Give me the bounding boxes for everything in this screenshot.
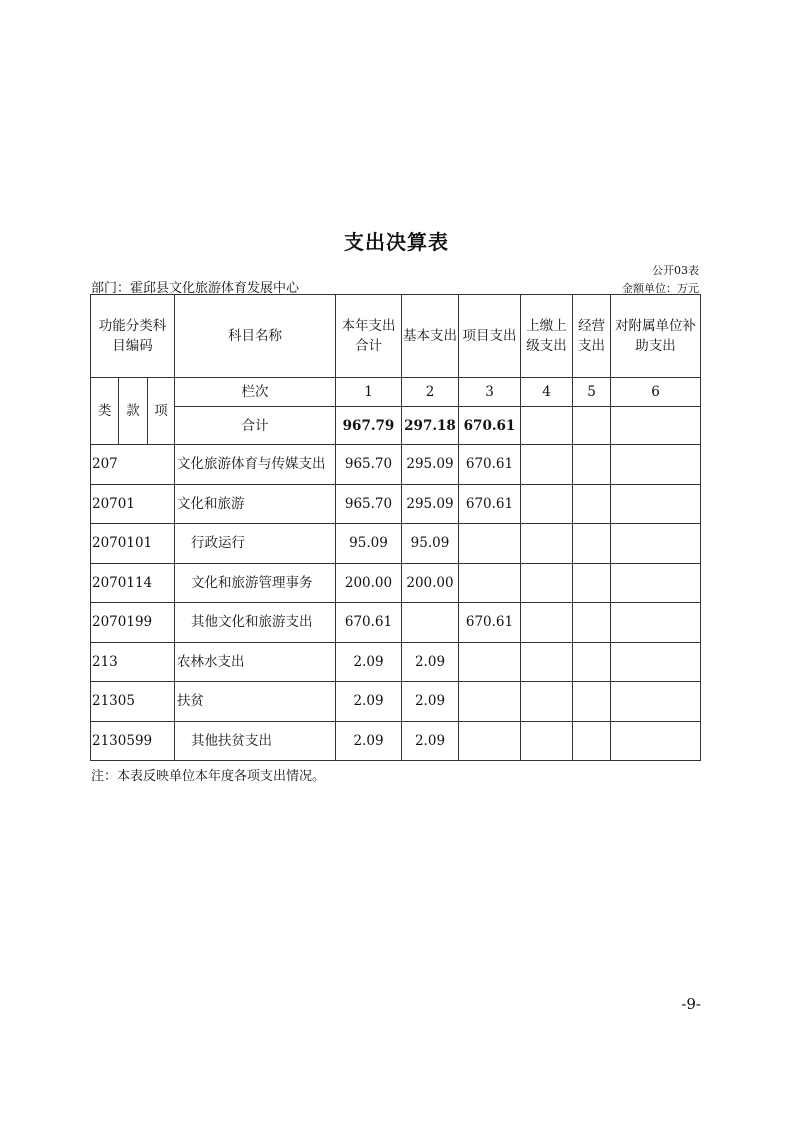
- row-c6: [611, 484, 701, 524]
- department-label: 部门：霍邱县文化旅游体育发展中心: [91, 281, 300, 296]
- row-c6: [611, 524, 701, 564]
- row-c2: 2.09: [402, 682, 459, 722]
- row-name: 其他文化和旅游支出: [175, 603, 336, 643]
- row-c1: 2.09: [336, 721, 402, 761]
- row-code: 207: [91, 445, 175, 485]
- total-c6: [611, 407, 701, 445]
- header-col4: 上缴上级支出: [521, 295, 573, 378]
- total-c5: [573, 407, 611, 445]
- row-c2: 200.00: [402, 563, 459, 603]
- row-c4: [521, 524, 573, 564]
- table-note: 注：本表反映单位本年度各项支出情况。: [91, 769, 326, 784]
- row-c5: [573, 603, 611, 643]
- row-name: 行政运行: [175, 524, 336, 564]
- row-c2: 2.09: [402, 721, 459, 761]
- row-name: 文化和旅游管理事务: [175, 563, 336, 603]
- row-c3: [459, 563, 521, 603]
- row-c4: [521, 445, 573, 485]
- row-c2: 2.09: [402, 642, 459, 682]
- row-c6: [611, 682, 701, 722]
- row-c4: [521, 642, 573, 682]
- row-c6: [611, 642, 701, 682]
- row-name: 扶贫: [175, 682, 336, 722]
- page-title: 支出决算表: [344, 230, 449, 254]
- row-c4: [521, 682, 573, 722]
- row-code: 2070101: [91, 524, 175, 564]
- row-c4: [521, 721, 573, 761]
- row-c6: [611, 603, 701, 643]
- row-code: 2130599: [91, 721, 175, 761]
- total-c2: 297.18: [402, 407, 459, 445]
- row-c3: [459, 524, 521, 564]
- row-code: 20701: [91, 484, 175, 524]
- header-lei: 类: [91, 378, 119, 445]
- column-number-row: [91, 378, 701, 407]
- amount-unit-label: 金额单位：万元: [622, 282, 699, 295]
- header-col5: 经营支出: [573, 295, 611, 378]
- table-row: [91, 603, 701, 643]
- expenditure-table: [90, 294, 701, 761]
- row-c4: [521, 563, 573, 603]
- col-number-6: 6: [611, 378, 701, 407]
- row-code: 213: [91, 642, 175, 682]
- row-c3: [459, 682, 521, 722]
- row-c1: 2.09: [336, 682, 402, 722]
- row-c2: 295.09: [402, 445, 459, 485]
- row-c5: [573, 682, 611, 722]
- header-col2: 基本支出: [402, 295, 459, 378]
- row-c6: [611, 445, 701, 485]
- row-c1: 965.70: [336, 445, 402, 485]
- page-number: -9-: [681, 995, 701, 1013]
- table-row: [91, 563, 701, 603]
- row-c1: 200.00: [336, 563, 402, 603]
- row-code: 21305: [91, 682, 175, 722]
- col-number-1: 1: [336, 378, 402, 407]
- row-c3: 670.61: [459, 484, 521, 524]
- row-c1: 965.70: [336, 484, 402, 524]
- col-number-5: 5: [573, 378, 611, 407]
- row-c3: 670.61: [459, 603, 521, 643]
- row-name: 农林水支出: [175, 642, 336, 682]
- row-c3: [459, 721, 521, 761]
- row-c3: [459, 642, 521, 682]
- row-c5: [573, 445, 611, 485]
- total-c3: 670.61: [459, 407, 521, 445]
- header-col1: 本年支出合计: [336, 295, 402, 378]
- total-c4: [521, 407, 573, 445]
- row-c5: [573, 642, 611, 682]
- row-c5: [573, 524, 611, 564]
- header-col6: 对附属单位补助支出: [611, 295, 701, 378]
- table-row: [91, 445, 701, 485]
- row-c5: [573, 563, 611, 603]
- row-code: 2070114: [91, 563, 175, 603]
- table-row: [91, 524, 701, 564]
- header-lanci: 栏次: [175, 378, 336, 407]
- form-number: 公开03表: [652, 264, 699, 277]
- total-label: 合计: [175, 407, 336, 445]
- row-c4: [521, 603, 573, 643]
- col-number-2: 2: [402, 378, 459, 407]
- row-c5: [573, 721, 611, 761]
- row-c1: 95.09: [336, 524, 402, 564]
- total-c1: 967.79: [336, 407, 402, 445]
- header-xiang: 项: [148, 378, 175, 445]
- row-c2: 95.09: [402, 524, 459, 564]
- table-row: [91, 642, 701, 682]
- row-c1: 670.61: [336, 603, 402, 643]
- header-row: [91, 295, 701, 378]
- row-name: 文化旅游体育与传媒支出: [175, 445, 336, 485]
- row-c5: [573, 484, 611, 524]
- row-c3: 670.61: [459, 445, 521, 485]
- row-c2: 295.09: [402, 484, 459, 524]
- row-name: 文化和旅游: [175, 484, 336, 524]
- table-row: [91, 682, 701, 722]
- col-number-3: 3: [459, 378, 521, 407]
- row-c6: [611, 563, 701, 603]
- total-row: [91, 407, 701, 445]
- row-name: 其他扶贫支出: [175, 721, 336, 761]
- row-c1: 2.09: [336, 642, 402, 682]
- header-col3: 项目支出: [459, 295, 521, 378]
- row-c2: [402, 603, 459, 643]
- table-row: [91, 721, 701, 761]
- table-row: [91, 484, 701, 524]
- header-func-code: 功能分类科目编码: [91, 295, 175, 378]
- row-code: 2070199: [91, 603, 175, 643]
- row-c6: [611, 721, 701, 761]
- row-c4: [521, 484, 573, 524]
- header-subject-name: 科目名称: [175, 295, 336, 378]
- col-number-4: 4: [521, 378, 573, 407]
- header-kuan: 款: [119, 378, 148, 445]
